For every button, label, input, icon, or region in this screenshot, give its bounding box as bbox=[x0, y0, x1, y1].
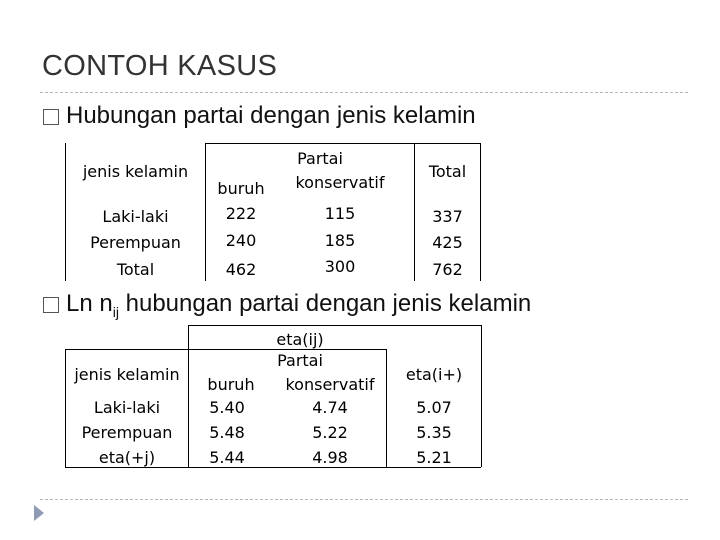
table-2-border bbox=[188, 349, 386, 350]
table-2-cell: 5.48 bbox=[209, 423, 245, 442]
table-1-border bbox=[480, 143, 481, 281]
table-2-border bbox=[188, 325, 189, 467]
table-1-row-header: jenis kelamin bbox=[82, 162, 189, 181]
bullet-1-icon bbox=[43, 109, 59, 125]
table-1-cell: 762 bbox=[432, 260, 463, 279]
table-2-cell: 5.40 bbox=[209, 398, 245, 417]
table-2-border bbox=[481, 325, 482, 467]
table-2-cell: 5.22 bbox=[312, 423, 348, 442]
table-2-row-label: Laki-laki bbox=[93, 398, 161, 417]
table-1-cell: 185 bbox=[324, 231, 356, 250]
table-2-total-header: eta(i+) bbox=[405, 365, 463, 384]
table-2-border bbox=[188, 325, 481, 326]
table-1-total-header: Total bbox=[428, 162, 467, 181]
table-1-cell: 222 bbox=[225, 204, 257, 223]
bullet-1-text: Hubungan partai dengan jenis kelamin bbox=[66, 102, 476, 129]
table-1-cell: 115 bbox=[324, 204, 356, 223]
table-2-top-header: eta(ij) bbox=[276, 330, 324, 349]
table-2-cell: 5.35 bbox=[416, 423, 452, 442]
bullet-2-text bbox=[66, 290, 531, 320]
table-1-col-header: konservatif bbox=[295, 173, 385, 192]
table-2-row-label: eta(+j) bbox=[98, 448, 156, 467]
bullet-2-subscript: ij bbox=[112, 303, 119, 320]
table-2-cell: 5.21 bbox=[416, 448, 452, 467]
table-1-col-header: buruh bbox=[217, 179, 265, 198]
table-1-cell: 300 bbox=[324, 257, 356, 276]
table-1-group-header: Partai bbox=[297, 149, 343, 168]
table-2-col-header: buruh bbox=[207, 375, 255, 394]
table-1-cell: 462 bbox=[225, 260, 257, 279]
table-1-row-label: Laki-laki bbox=[102, 207, 169, 226]
table-2-border bbox=[65, 467, 481, 468]
table-2-row-label: Perempuan bbox=[81, 423, 173, 442]
table-2-cell: 4.74 bbox=[312, 398, 348, 417]
table-1-border bbox=[205, 143, 480, 144]
table-2-border bbox=[65, 349, 188, 350]
bullet-2-icon bbox=[43, 297, 59, 313]
table-2-cell: 5.44 bbox=[209, 448, 245, 467]
table-1-cell: 240 bbox=[225, 231, 257, 250]
title-divider bbox=[40, 92, 688, 93]
table-1-row-label: Total bbox=[116, 260, 155, 279]
footer-divider bbox=[40, 499, 688, 500]
table-1-row-label: Perempuan bbox=[90, 233, 181, 252]
slide-title: CONTOH KASUS bbox=[42, 50, 278, 82]
table-2-col-header: konservatif bbox=[285, 375, 375, 394]
table-2-cell: 5.07 bbox=[416, 398, 452, 417]
bullet-2-prefix: Ln n bbox=[66, 290, 113, 317]
slide-marker-icon bbox=[34, 505, 44, 521]
bullet-2-rest: hubungan partai dengan jenis kelamin bbox=[118, 290, 532, 317]
table-2-row-header: jenis kelamin bbox=[74, 365, 180, 384]
table-1-cell: 425 bbox=[432, 233, 463, 252]
table-2-group-header: Partai bbox=[277, 351, 323, 370]
table-2-cell: 4.98 bbox=[312, 448, 348, 467]
table-1-cell: 337 bbox=[432, 207, 463, 226]
